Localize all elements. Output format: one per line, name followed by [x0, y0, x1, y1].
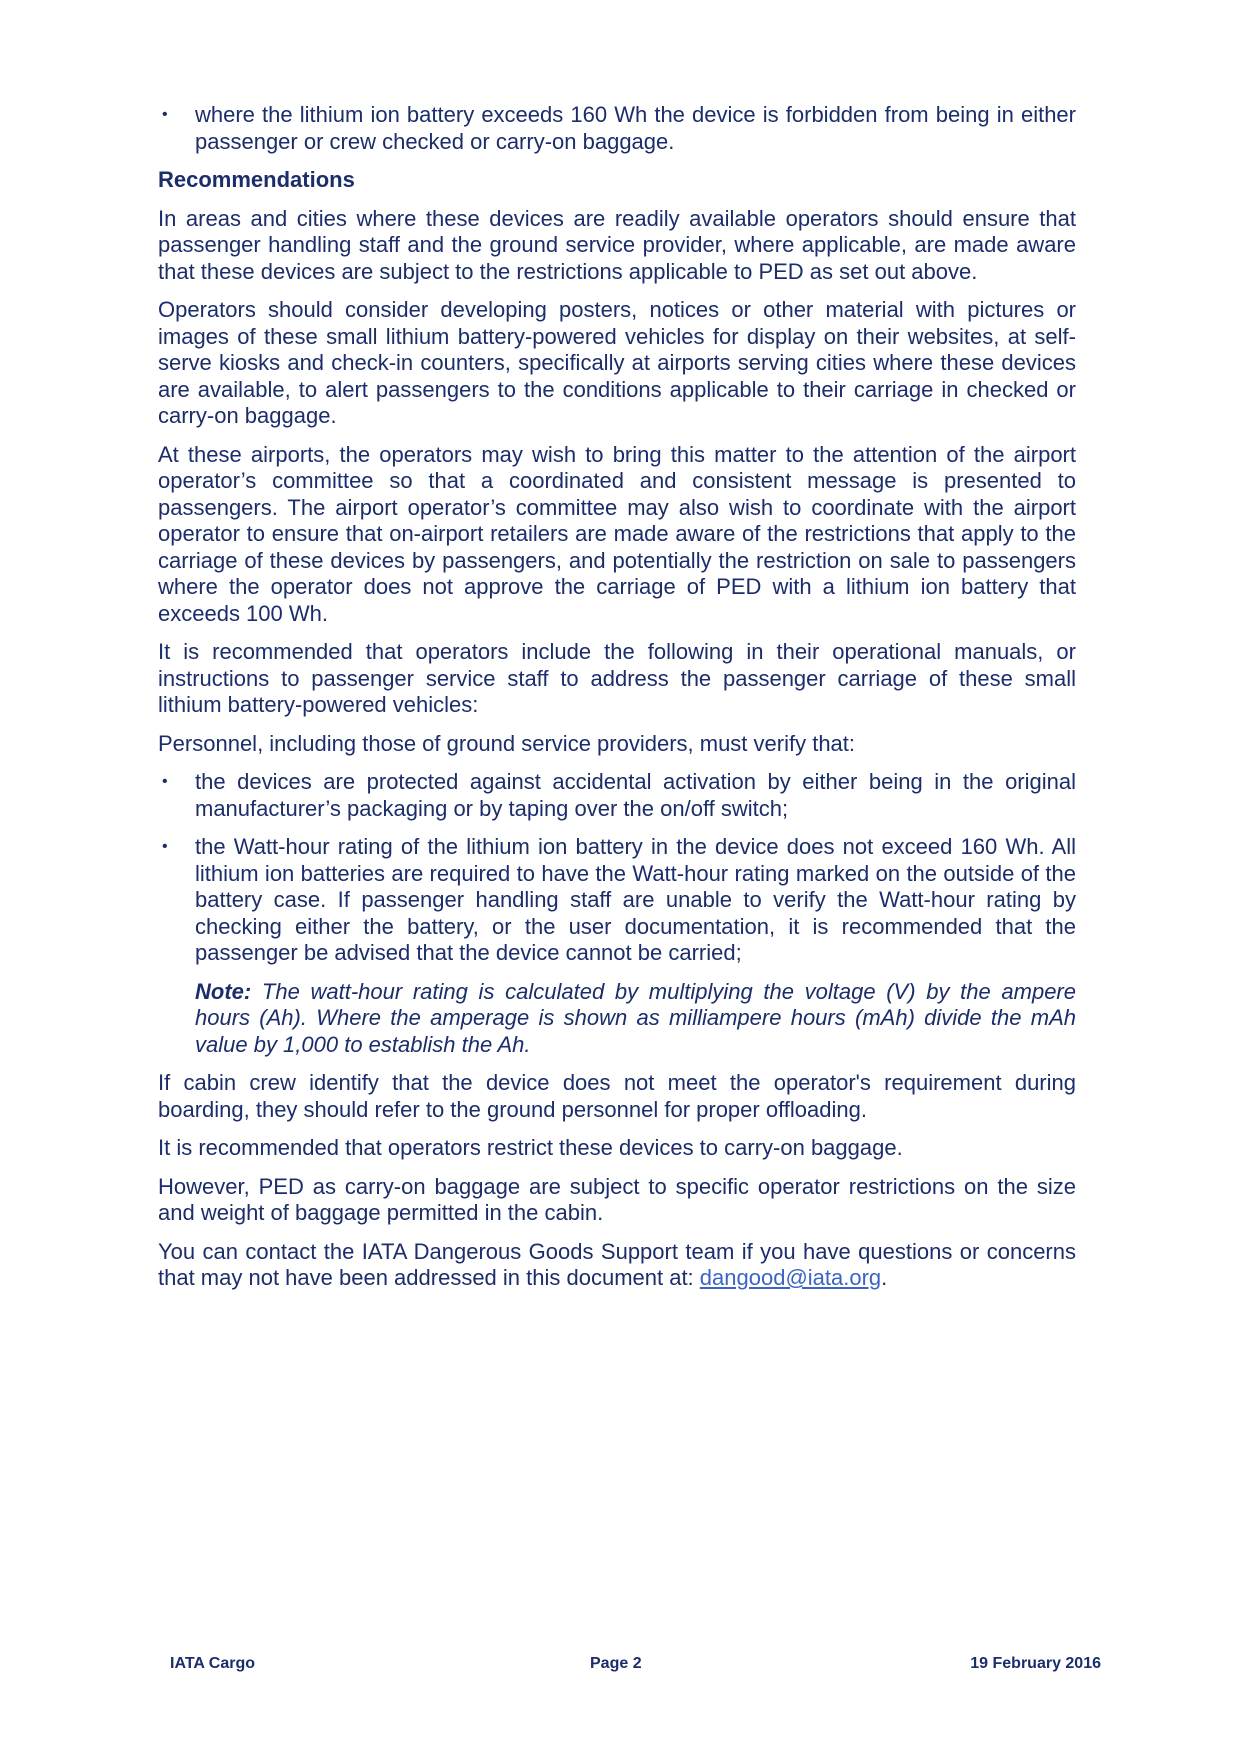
paragraph: Personnel, including those of ground service providers, must verify that:: [158, 730, 856, 756]
paragraph: It is recommended that operators restrict these devices to carry-on baggage.: [158, 1135, 903, 1160]
bullet-item: [158, 102, 1076, 155]
bullet-text: the Watt-hour rating of the lithium ion battery in the device does not exceed 160 Wh. All lithium ion batteries are required to have the Watt-hour rating marked on the outside of the battery case. If passenger handling staff are unable to verify the Watt-hour rating by checking either the battery, or the user documentation, it is recommended that the passenger be advised that the device cannot be carried;: [195, 834, 1076, 965]
bullet-item: [158, 769, 1076, 822]
note-label: Note:: [195, 978, 252, 1004]
contact-trailing: .: [881, 1265, 888, 1290]
paragraph: At these airports, the operators may wish to bring this matter to the attention of the airport operator’s committee so that a coordinated and consistent message is presented to passengers. The airport operator’s committee may also wish to coordinate with the airport operator to ensure that on-airport retailers are made aware of the restrictions that apply to the carriage of these devices by passengers, and potentially the restriction on sale to passengers where the operator does not approve the carriage of PED with a lithium ion battery that exceeds 100 Wh.: [158, 441, 1076, 626]
paragraph: If cabin crew identify that the device does not meet the operator's requirement during boarding, they should refer to the ground personnel for proper offloading.: [158, 1070, 1076, 1122]
section-heading: Recommendations: [158, 167, 355, 192]
bullet-icon: •: [162, 773, 168, 790]
document-body: [158, 102, 1076, 1304]
footer-date: 19 February 2016: [970, 1655, 1101, 1672]
bullet-text: where the lithium ion battery exceeds 160 Wh the device is forbidden from being in either passenger or crew checked or carry-on baggage.: [195, 102, 1076, 154]
contact-text: You can contact the IATA Dangerous Goods Support team if you have questions or concerns that may not have been addressed in this document at:: [158, 1238, 1076, 1290]
bullet-text: the devices are protected against accidental activation by either being in the original manufacturer’s packaging or by taping over the on/off switch;: [195, 769, 1076, 821]
paragraph: It is recommended that operators include the following in their operational manuals, or instructions to passenger service staff to address the passenger carriage of these small lithium battery-powered vehicles:: [158, 639, 1076, 717]
paragraph: In areas and cities where these devices are readily available operators should ensure that passenger handling staff and the ground service provider, where applicable, are made aware that these devices are subject to the restrictions applicable to PED as set out above.: [158, 205, 1076, 284]
contact-paragraph: [158, 1239, 1076, 1292]
bullet-item: [158, 834, 1076, 967]
bullet-icon: •: [162, 838, 168, 855]
email-link[interactable]: dangood@iata.org: [699, 1265, 882, 1290]
paragraph: However, PED as carry-on baggage are subject to specific operator restrictions on the size and weight of baggage permitted in the cabin.: [158, 1173, 1076, 1225]
note-text: The watt-hour rating is calculated by multiplying the voltage (V) by the ampere hours (Ah). Where the amperage is shown as milliampere hours (mAh) divide the mAh value by 1,000 to establish the Ah.: [195, 978, 1076, 1057]
footer-page-number: Page 2: [590, 1655, 642, 1672]
paragraph: Operators should consider developing posters, notices or other material with pictures or images of these small lithium battery-powered vehicles for display on their websites, at self-serve kiosks and check-in counters, specifically at airports serving cities where these devices are available, to alert passengers to the conditions applicable to their carriage in checked or carry-on baggage.: [158, 297, 1076, 428]
footer-org: IATA Cargo: [170, 1655, 256, 1672]
bullet-icon: •: [162, 106, 168, 123]
note: [195, 979, 1076, 1059]
